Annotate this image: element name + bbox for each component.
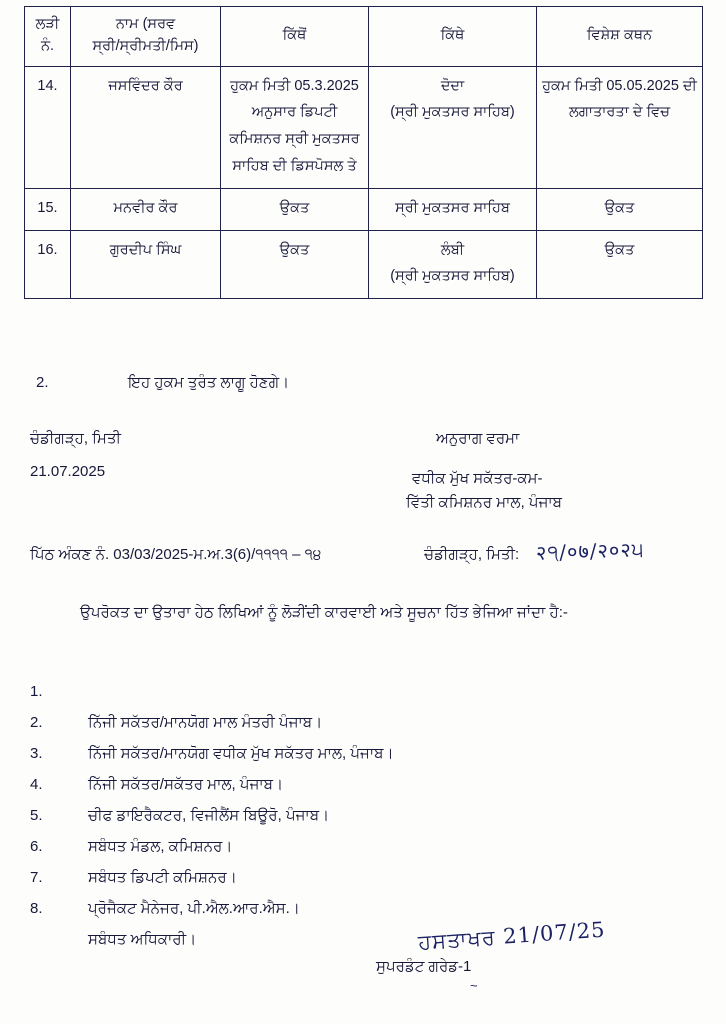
list-item-label: ਪ੍ਰੋਜੈਕਟ ਮੈਨੇਜਰ, ਪੀ.ਐਲ.ਆਰ.ਐਸ.। — [88, 900, 300, 917]
cell-remarks: ਉਕਤ — [537, 230, 703, 299]
handwritten-date: २੧/०७/२०२੫ — [535, 537, 645, 565]
list-item-index: 7. — [30, 869, 43, 886]
list-item-index: 2. — [30, 714, 43, 731]
table-row — [25, 66, 703, 188]
cell-from: ਹੁਕਮ ਮਿਤੀ 05.3.2025 ਅਨੁਸਾਰ ਡਿਪਟੀ ਕਮਿਸ਼ਨਰ ਸ੍ਰੀ ਮੁਕਤਸਰ ਸਾਹਿਬ ਦੀ ਡਿਸਪੋਸਲ ਤੇ — [221, 66, 369, 188]
endorsement-number: ਪਿੱਠ ਅੰਕਣ ਨੰ. 03/03/2025-ਮ.ਅ.3(6)/੧੧੧੧ – ੧੪ — [30, 546, 322, 563]
list-item-label: ਨਿੱਜੀ ਸਕੱਤਰ/ਮਾਨਯੋਗ ਵਧੀਕ ਮੁੱਖ ਸਕੱਤਰ ਮਾਲ, ਪੰਜਾਬ। — [88, 745, 394, 762]
column-header-name: ਨਾਮ (ਸਰਵ ਸ੍ਰੀ/ਸ੍ਰੀਮਤੀ/ਮਿਸ) — [71, 7, 221, 67]
list-item-index: 3. — [30, 745, 43, 762]
list-item-label: ਨਿੱਜੀ ਸਕੱਤਰ/ਮਾਨਯੋਗ ਮਾਲ ਮੰਤਰੀ ਪੰਜਾਬ। — [88, 714, 323, 731]
list-item-label: ਚੀਫ ਡਾਇਰੈਕਟਰ, ਵਿਜੀਲੈਂਸ ਬਿਊਰੋ, ਪੰਜਾਬ। — [88, 807, 330, 824]
signatory-designation-2: ਵਿੱਤੀ ਕਮਿਸ਼ਨਰ ਮਾਲ, ਪੰਜਾਬ — [406, 494, 563, 511]
column-header-remarks: ਵਿਸ਼ੇਸ਼ ਕਥਨ — [537, 7, 703, 67]
column-header-serial: ਲੜੀ ਨੰ. — [25, 7, 71, 67]
list-item-label: ਸਬੰਧਤ ਡਿਪਟੀ ਕਮਿਸ਼ਨਰ। — [88, 869, 237, 886]
table-body — [25, 66, 703, 299]
list-item-index: 8. — [30, 900, 43, 917]
list-item-index: 4. — [30, 776, 43, 793]
list-item — [30, 645, 670, 731]
cell-to: ਲੰਬੀ (ਸ੍ਰੀ ਮੁਕਤਸਰ ਸਾਹਿਬ) — [369, 230, 537, 299]
signatory-name: ਅਨੁਰਾਗ ਵਰਮਾ — [436, 430, 520, 447]
table-header — [25, 7, 703, 67]
cell-serial: 15. — [25, 188, 71, 230]
forwarding-note: ਉਪਰੋਕਤ ਦਾ ਉਤਾਰਾ ਹੇਠ ਲਿਖਿਆਂ ਨੂੰ ਲੋੜੀਂਦੀ ਕਾਰਵਾਈ ਅਤੇ ਸੂਚਨਾ ਹਿੱਤ ਭੇਜਿਆ ਜਾਂਦਾ ਹੈ:- — [80, 604, 568, 621]
cell-name: ਗੁਰਦੀਪ ਸਿੰਘ — [71, 230, 221, 299]
cell-serial: 16. — [25, 230, 71, 299]
clause-text: ਇਹ ਹੁਕਮ ਤੁਰੰਤ ਲਾਗੂ ਹੋਣਗੇ। — [128, 374, 290, 391]
list-item-index: 1. — [30, 683, 43, 700]
cell-name: ਜਸਵਿੰਦਰ ਕੌਰ — [71, 66, 221, 188]
cell-from: ਉਕਤ — [221, 188, 369, 230]
list-item-label: ਸਬੰਧਤ ਮੰਡਲ, ਕਮਿਸ਼ਨਰ। — [88, 838, 233, 855]
table-row — [25, 188, 703, 230]
signatory-designation-1: ਵਧੀਕ ਮੁੱਖ ਸਕੱਤਰ-ਕਮ- — [412, 470, 543, 487]
list-item-label: ਨਿੱਜੀ ਸਕੱਤਰ/ਸਕੱਤਰ ਮਾਲ, ਪੰਜਾਬ। — [88, 776, 284, 793]
column-header-to: ਕਿੱਥੇ — [369, 7, 537, 67]
cell-serial: 14. — [25, 66, 71, 188]
signature-flourish: ~ — [470, 978, 478, 993]
list-item-index: 6. — [30, 838, 43, 855]
table-header-row — [25, 7, 703, 67]
table-row — [25, 230, 703, 299]
cell-name: ਮਨਵੀਰ ਕੌਰ — [71, 188, 221, 230]
signature-designation: ਸੁਪਰਡੰਟ ਗਰੇਡ-1 — [376, 958, 472, 975]
cell-remarks: ਹੁਕਮ ਮਿਤੀ 05.05.2025 ਦੀ ਲਗਾਤਾਰਤਾ ਦੇ ਵਿਚ — [537, 66, 703, 188]
transfer-table-wrapper — [24, 6, 702, 299]
place-line: ਚੰਡੀਗੜ੍ਹ, ਮਿਤੀ — [30, 430, 121, 447]
clause-number: 2. — [36, 374, 49, 391]
cell-to: ਸ੍ਰੀ ਮੁਕਤਸਰ ਸਾਹਿਬ — [369, 188, 537, 230]
cell-from: ਉਕਤ — [221, 230, 369, 299]
column-header-from: ਕਿੱਥੋਂ — [221, 7, 369, 67]
handwritten-signature: ਹਸਤਾਖਰ 21/07/25 — [417, 917, 607, 955]
transfer-table — [24, 6, 703, 299]
cell-to: ਦੋਦਾ (ਸ੍ਰੀ ਮੁਕਤਸਰ ਸਾਹਿਬ) — [369, 66, 537, 188]
cell-remarks: ਉਕਤ — [537, 188, 703, 230]
list-item-label: ਸਬੰਧਤ ਅਧਿਕਾਰੀ। — [88, 931, 197, 948]
date-line: 21.07.2025 — [30, 463, 106, 480]
endorsement-place: ਚੰਡੀਗੜ੍ਹ, ਮਿਤੀ: — [424, 546, 520, 563]
list-item-index: 5. — [30, 807, 43, 824]
